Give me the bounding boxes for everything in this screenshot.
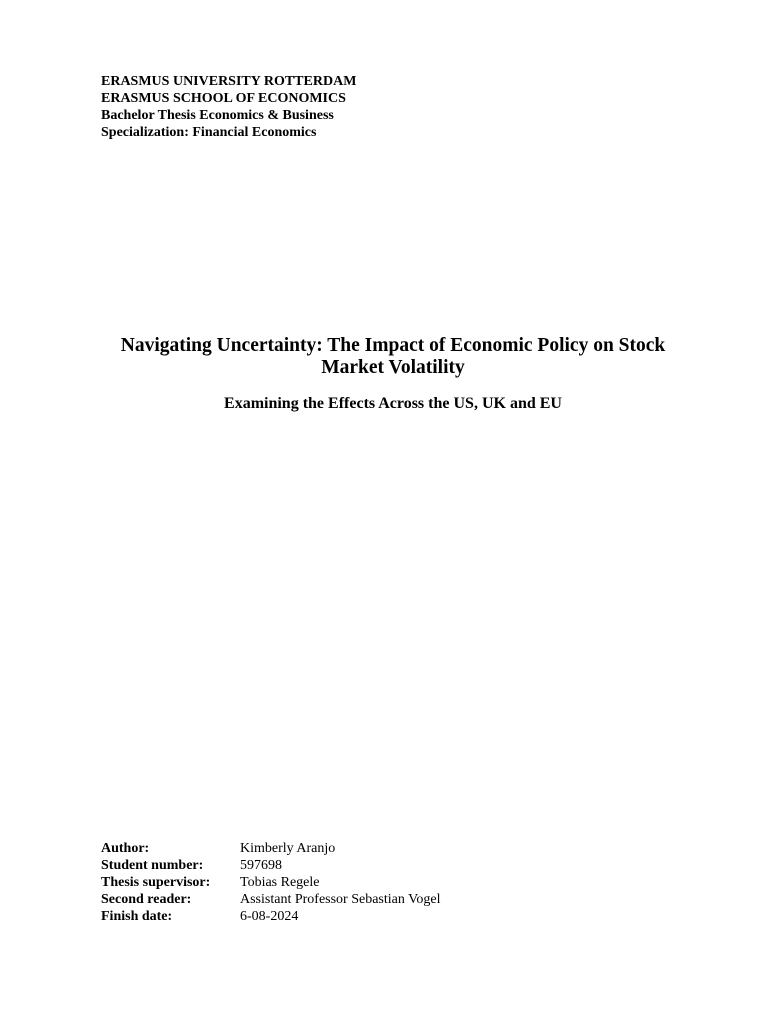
- second-reader-row: [101, 891, 441, 908]
- institution-header: [101, 73, 356, 141]
- second-reader-label: Second reader:: [101, 892, 192, 907]
- student-number-label: Student number:: [101, 858, 204, 873]
- thesis-title-line-2: Market Volatility: [321, 357, 465, 378]
- author-row: [101, 840, 441, 857]
- student-number-row: [101, 857, 441, 874]
- thesis-title: [80, 335, 706, 379]
- university-name: ERASMUS UNIVERSITY ROTTERDAM: [101, 74, 357, 89]
- student-number-value: 597698: [240, 858, 282, 873]
- finish-date-row: [101, 908, 441, 925]
- thesis-info-table: [101, 840, 441, 925]
- finish-date-label: Finish date:: [101, 909, 173, 924]
- finish-date-value: 6-08-2024: [240, 909, 299, 924]
- thesis-supervisor-row: [101, 874, 441, 891]
- thesis-title-line-1: Navigating Uncertainty: The Impact of Economic Policy on Stock: [120, 335, 666, 356]
- second-reader-value: Assistant Professor Sebastian Vogel: [240, 892, 441, 907]
- thesis-program: Bachelor Thesis Economics & Business: [101, 108, 334, 123]
- thesis-supervisor-label: Thesis supervisor:: [101, 875, 211, 890]
- author-label: Author:: [101, 841, 150, 856]
- author-value: Kimberly Aranjo: [240, 841, 336, 856]
- school-name: ERASMUS SCHOOL OF ECONOMICS: [101, 91, 346, 106]
- thesis-supervisor-value: Tobias Regele: [240, 875, 320, 890]
- thesis-subtitle: Examining the Effects Across the US, UK and EU: [224, 395, 562, 412]
- specialization: Specialization: Financial Economics: [101, 125, 317, 140]
